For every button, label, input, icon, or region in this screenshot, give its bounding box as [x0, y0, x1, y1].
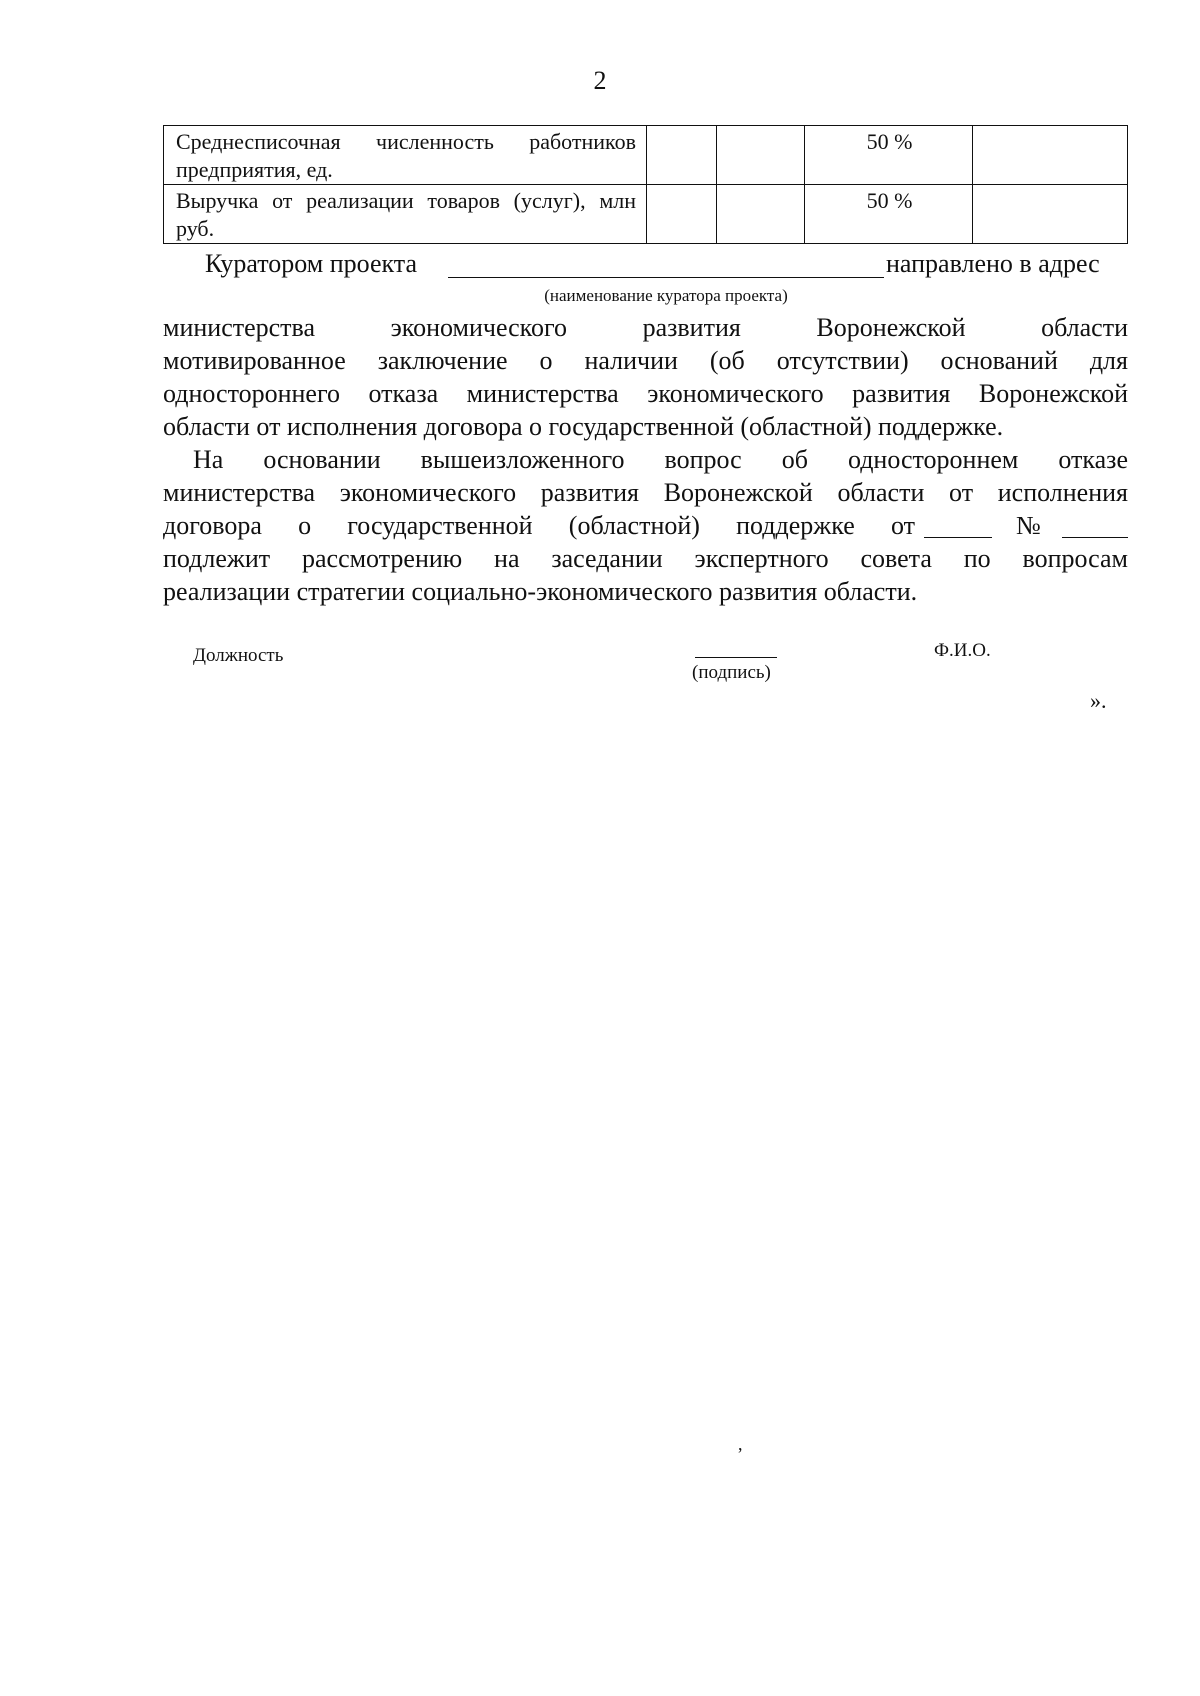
- paragraph1-line: мотивированное заключение о наличии (об отсутствии) оснований для: [163, 346, 1128, 375]
- paragraph2-line: министерства экономического развития Воронежской области от исполнения: [163, 478, 1128, 507]
- page-number: 2: [593, 66, 607, 95]
- table-cell-indicator: Выручка от реализации товаров (услуг), млн руб.: [164, 185, 647, 244]
- curator-name-blank: [448, 277, 884, 278]
- full-name-label: Ф.И.О.: [934, 640, 991, 661]
- curator-caption: (наименование куратора проекта): [544, 286, 788, 305]
- paragraph1-line: одностороннего отказа министерства экономического развития Воронежской: [163, 379, 1128, 408]
- table-row: [164, 185, 1128, 244]
- table-cell: [647, 126, 717, 185]
- table-cell: [717, 185, 805, 244]
- paragraph2-line: подлежит рассмотрению на заседании экспертного совета по вопросам: [163, 544, 1128, 573]
- paragraph2-line: реализации стратегии социально-экономического развития области.: [163, 577, 918, 606]
- table-cell: [717, 126, 805, 185]
- table-row: [164, 126, 1128, 185]
- table-cell-indicator: Среднесписочная численность работников предприятия, ед.: [164, 126, 647, 185]
- stray-mark: ,: [738, 1434, 743, 1454]
- table-cell: [973, 126, 1128, 185]
- curator-lead: Куратором проекта: [205, 249, 418, 278]
- paragraph1-line: области от исполнения договора о государственной (областной) поддержке.: [163, 412, 1004, 441]
- table-cell-weight: 50 %: [805, 185, 973, 244]
- closing-mark: ».: [1090, 688, 1107, 713]
- curator-tail: направлено в адрес: [886, 249, 1100, 278]
- paragraph2-line: договора о государственной (областной) поддержке от: [163, 511, 915, 540]
- position-label: Должность: [193, 645, 284, 666]
- signature-caption: (подпись): [692, 662, 771, 683]
- table-cell: [647, 185, 717, 244]
- table-cell-weight: 50 %: [805, 126, 973, 185]
- table-cell: [973, 185, 1128, 244]
- date-blank: [924, 537, 992, 538]
- paragraph1-line: министерства экономического развития Воронежской области: [163, 313, 1128, 342]
- number-blank: [1062, 537, 1128, 538]
- criteria-table: [163, 125, 1128, 244]
- signature-blank: [695, 657, 777, 658]
- paragraph2-line: На основании вышеизложенного вопрос об одностороннем отказе: [193, 445, 1128, 474]
- number-sign: №: [1016, 511, 1041, 540]
